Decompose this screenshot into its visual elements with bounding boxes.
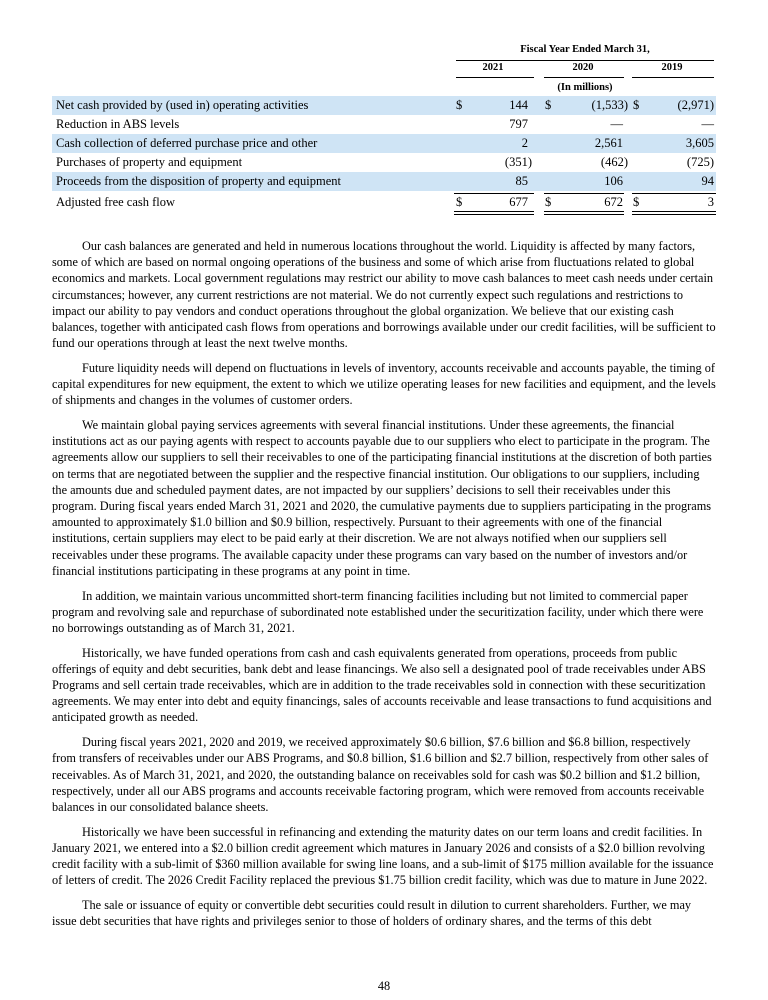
value-2021: 797 [509, 117, 528, 131]
row-label: Net cash provided by (used in) operating activities [56, 98, 309, 112]
row-label: Proceeds from the disposition of property and equipment [56, 174, 342, 188]
row-label: Reduction in ABS levels [56, 117, 180, 131]
total-double-rule [544, 211, 624, 215]
value-2020: (1,533) [591, 98, 628, 112]
table-row-total [52, 193, 716, 212]
value-2019: 94 [701, 174, 714, 188]
paragraph: During fiscal years 2021, 2020 and 2019, we received approximately $0.6 billion, $7.6 billion and $6.8 billion, respectively from transfers of receivables under our ABS Programs, and $0.8 billion, $1.6 billion and $2.7 billion, respectively from other sales of receivables. As of March 31, 2021, and 2020, the outstanding balance on receivables sold for cash was $0.2 billion and $1.2 billion, respectively, under all our ABS programs and accounts receivable factoring program, which were removed from accounts receivable balances in our consolidated balance sheets. [52, 735, 709, 814]
paragraph: The sale or issuance of equity or convertible debt securities could result in dilution to current shareholders. Further, we may issue debt securities that have rights and privileges senior to those of holders of ordinary shares, and the terms of this debt [52, 898, 692, 929]
value-2019: — [701, 117, 714, 131]
table-row [52, 96, 716, 115]
row-label: Cash collection of deferred purchase price and other [56, 136, 318, 150]
total-double-rule [632, 211, 716, 215]
value-2020: 672 [604, 195, 623, 209]
table-row [52, 134, 716, 153]
table-row [52, 153, 716, 172]
page-number: 48 [377, 979, 391, 993]
currency-symbol: $ [545, 98, 552, 112]
value-2020: 106 [604, 174, 623, 188]
paragraph: Historically we have been successful in refinancing and extending the maturity dates on our term loans and credit facilities. In January 2021, we entered into a $2.0 billion credit agreement which matures in January 2026 and consists of a $2.0 billion revolving credit facility with a sub-limit of $360 million available for swing line loans, and a sub-limit of $175 million available for the issuance of letters of credit. The 2026 Credit Facility replaced the previous $1.75 billion credit facility, which was due to mature in June 2022. [52, 824, 714, 888]
year-rule [456, 77, 534, 78]
paragraph: Future liquidity needs will depend on fluctuations in levels of inventory, accounts receivable and accounts payable, the timing of capital expenditures for new equipment, the extent to which we utilize operating leases for new facilities and equipment, and the levels of shipments and changes in the volumes of customer orders. [52, 360, 716, 408]
body-text [52, 238, 716, 938]
value-2021: 2 [521, 136, 528, 150]
table-unit-label: (In millions) [557, 82, 613, 93]
table-row [52, 172, 716, 191]
paragraph: Our cash balances are generated and held in numerous locations throughout the world. Liquidity is affected by many factors, some of which are based on normal ongoing operations of the business and some of which arise from fluctuations related to global economics and markets. Local government regulations may restrict our ability to move cash balances to meet cash needs under certain circumstances; however, any current restrictions are not material. We do not currently expect such regulations and restrictions to impact our ability to pay vendors and conduct operations throughout the global organization. We believe that our existing cash balances, together with anticipated cash flows from operations and borrowings available under our credit facilities, will be sufficient to fund our operations through at least the next twelve months. [52, 239, 716, 351]
row-label: Purchases of property and equipment [56, 155, 243, 169]
value-2020: 2,561 [594, 136, 623, 150]
value-2019: 3 [707, 195, 714, 209]
subtotal-rule [632, 193, 716, 194]
value-2021: 85 [515, 174, 528, 188]
currency-symbol: $ [456, 195, 463, 209]
value-2019: (725) [686, 155, 714, 169]
row-label: Adjusted free cash flow [56, 195, 176, 209]
paragraph: In addition, we maintain various uncommitted short-term financing facilities including but not limited to commercial paper program and revolving sale and repurchase of subordinated note established under the securitization facility, under which there were no borrowings outstanding as of March 31, 2021. [52, 588, 704, 635]
year-rule [632, 77, 714, 78]
value-2020: — [610, 117, 623, 131]
total-double-rule [454, 211, 534, 215]
year-2019-header: 2019 [661, 62, 683, 73]
year-rule [544, 77, 624, 78]
value-2020: (462) [600, 155, 628, 169]
value-2021: (351) [504, 155, 532, 169]
value-2019: 3,605 [685, 136, 714, 150]
table-row [52, 115, 716, 134]
value-2019: (2,971) [677, 98, 714, 112]
currency-symbol: $ [633, 98, 640, 112]
header-rule [456, 60, 714, 61]
currency-symbol: $ [545, 195, 552, 209]
currency-symbol: $ [456, 98, 463, 112]
paragraph: We maintain global paying services agreements with several financial institutions. Under these agreements, the financial institutions act as our paying agents with respect to accounts payable due to our suppliers who elect to participate in the program. The agreements allow our suppliers to sell their receivables to one of the participating financial institutions at the discretion of both parties on terms that are negotiated between the supplier and the respective financial institution. Our obligations to our suppliers, including the amounts due and scheduled payment dates, are not impacted by our suppliers’ decisions to sell their receivables under this program. During fiscal years ended March 31, 2021 and 2020, the cumulative payments due to suppliers participating in the programs amounted to approximately $1.0 billion and $0.9 billion, respectively. Pursuant to their agreements with one of the financial institutions, certain suppliers may elect to be paid early at their discretion. We are not always notified when our suppliers sell receivables under these programs. The available capacity under these programs can vary based on the number of investors and/or financial institutions participating in these programs at any point in time. [52, 418, 712, 578]
year-2020-header: 2020 [572, 62, 594, 73]
value-2021: 144 [509, 98, 528, 112]
value-2021: 677 [509, 195, 528, 209]
currency-symbol: $ [633, 195, 640, 209]
table-header-title: Fiscal Year Ended March 31, [520, 44, 650, 55]
year-2021-header: 2021 [482, 62, 504, 73]
paragraph: Historically, we have funded operations from cash and cash equivalents generated from operations, proceeds from public offerings of equity and debt securities, bank debt and lease financings. We also sell a designated pool of trade receivables under ABS Programs and sell certain trade receivables, which are in addition to the trade receivables sold in connection with these securitization agreements. We may enter into debt and equity financings, sales of accounts receivable and lease transactions to fund acquisitions and anticipated growth as needed. [52, 645, 712, 725]
